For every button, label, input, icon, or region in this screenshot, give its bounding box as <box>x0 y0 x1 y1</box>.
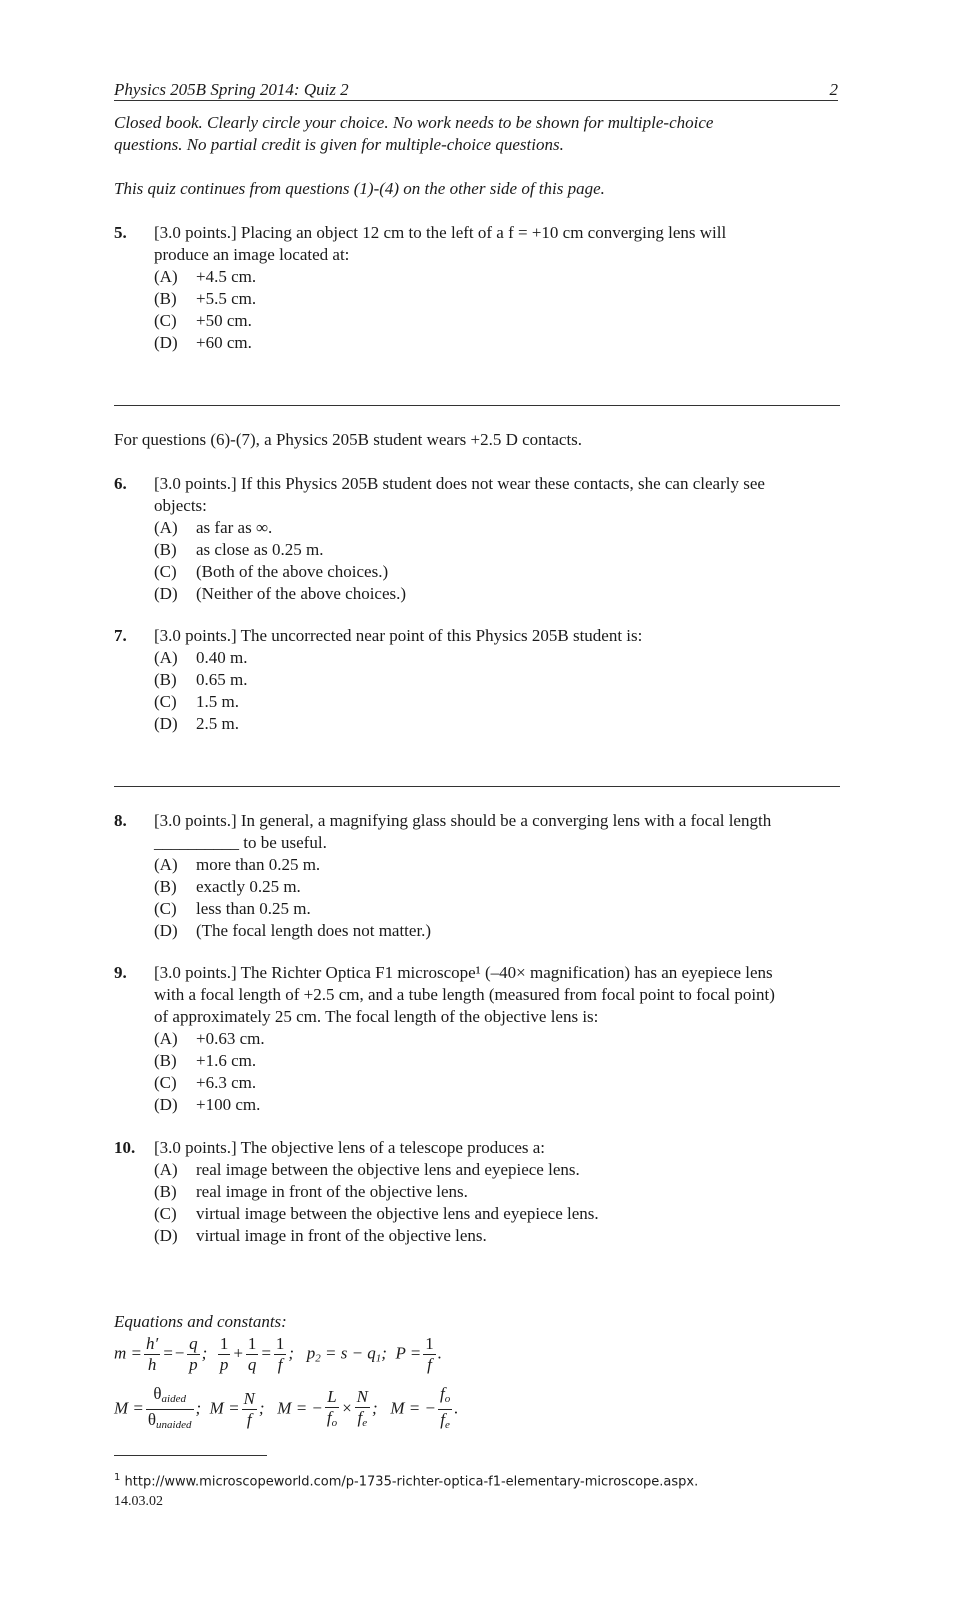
option-d[interactable]: (D) +100 cm. <box>154 1095 261 1114</box>
equations-block <box>114 1334 834 1434</box>
section-intro: For questions (6)-(7), a Physics 205B student wears +2.5 D contacts. <box>114 430 583 449</box>
option-b[interactable]: (B) +1.6 cm. <box>154 1051 257 1070</box>
question-stem: [3.0 points.] Placing an object 12 cm to the left of a f = +10 cm converging lens will produce an image located at: <box>154 223 727 264</box>
option-d[interactable]: (D) (The focal length does not matter.) <box>154 921 432 940</box>
footnote-marker: 1 <box>114 1472 121 1483</box>
equations-heading: Equations and constants: <box>114 1312 287 1331</box>
option-d[interactable]: (D) (Neither of the above choices.) <box>154 584 407 603</box>
option-b[interactable]: (B) 0.65 m. <box>154 670 248 689</box>
option-a[interactable]: (A) +4.5 cm. <box>154 267 257 286</box>
option-a[interactable]: (A) as far as ∞. <box>154 518 273 537</box>
instructions-line-2: questions. No partial credit is given for multiple-choice questions. <box>114 135 564 154</box>
footnote-divider <box>114 1455 267 1456</box>
instructions <box>114 112 838 156</box>
option-d[interactable]: (D) 2.5 m. <box>154 714 239 733</box>
option-c[interactable]: (C) 1.5 m. <box>154 692 239 711</box>
instructions-line-1: Closed book. Clearly circle your choice. No work needs to be shown for multiple-choice <box>114 113 714 132</box>
option-b[interactable]: (B) +5.5 cm. <box>154 289 257 308</box>
option-c[interactable]: (C) less than 0.25 m. <box>154 899 311 918</box>
options <box>154 266 256 354</box>
option-a[interactable]: (A) more than 0.25 m. <box>154 855 321 874</box>
footnote <box>114 1472 698 1489</box>
option-c[interactable]: (C) +50 cm. <box>154 311 252 330</box>
equation-line-2: M = $\frac{\theta_{aided}}{\theta_{unaided}}$ ; M = $\frac{N}{f}$ ; M = − $\frac{L}{f_o}$ × $\frac{N}{f_e}$ ; M = − $\frac{f_o}{f_e}$ . <box>114 1384 459 1431</box>
section-divider <box>114 405 840 406</box>
continuation-note: This quiz continues from questions (1)-(4) on the other side of this page. <box>114 179 605 198</box>
equation-line-1: m = $\frac{h'}{h}$ =− $\frac{q}{p}$ ; $\frac{1}{p}$ + $\frac{1}{q}$ = $\frac{1}{f}$ ; $p_2 = s - q_1$; P = $\frac{1}{f}$ . <box>114 1334 443 1374</box>
section-divider <box>114 786 840 787</box>
page-header <box>114 78 838 101</box>
option-c[interactable]: (C) +6.3 cm. <box>154 1073 257 1092</box>
option-b[interactable]: (B) real image in front of the objective lens. <box>154 1182 468 1201</box>
footnote-url[interactable]: http://www.microscopeworld.com/p-1735-richter-optica-f1-elementary-microscope.aspx. <box>124 1474 699 1490</box>
option-a[interactable]: (A) +0.63 cm. <box>154 1029 265 1048</box>
option-c[interactable]: (C) (Both of the above choices.) <box>154 562 389 581</box>
question-number: 5. <box>114 223 127 242</box>
option-a[interactable]: (A) 0.40 m. <box>154 648 248 667</box>
date-code: 14.03.02 <box>114 1494 163 1509</box>
option-d[interactable]: (D) virtual image in front of the objective lens. <box>154 1226 487 1245</box>
option-b[interactable]: (B) exactly 0.25 m. <box>154 877 301 896</box>
page-number: 2 <box>829 80 838 99</box>
option-b[interactable]: (B) as close as 0.25 m. <box>154 540 324 559</box>
option-c[interactable]: (C) virtual image between the objective lens and eyepiece lens. <box>154 1204 599 1223</box>
option-a[interactable]: (A) real image between the objective lens and eyepiece lens. <box>154 1160 580 1179</box>
header-title: Physics 205B Spring 2014: Quiz 2 <box>114 80 349 99</box>
option-d[interactable]: (D) +60 cm. <box>154 333 252 352</box>
